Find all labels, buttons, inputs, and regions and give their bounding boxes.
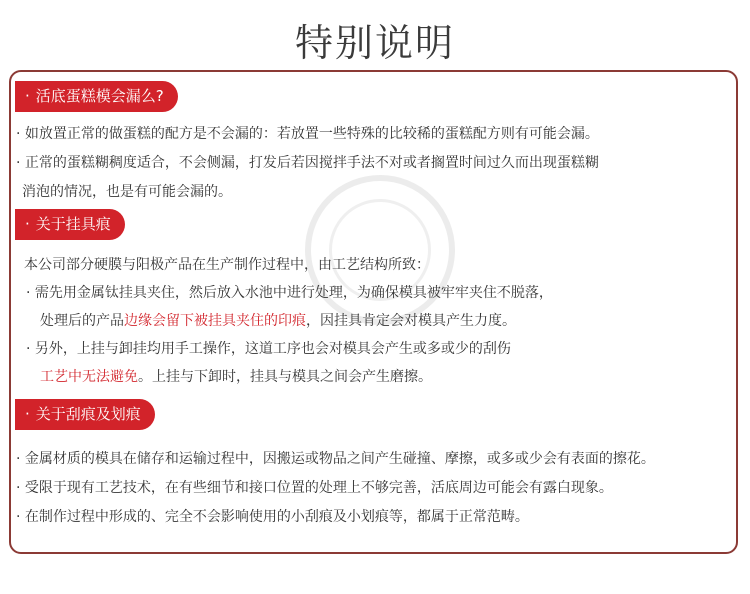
heading-text: 活底蛋糕模会漏么? xyxy=(35,87,164,105)
text-line: · 如放置正常的做蛋糕的配方是不会漏的：若放置一些特殊的比较稀的蛋糕配方则有可能会漏。 xyxy=(16,126,599,142)
bullet-dot-icon: · xyxy=(25,87,30,105)
section-heading-leak xyxy=(15,81,178,112)
text-line xyxy=(40,366,432,386)
page-title: 特别说明 xyxy=(294,21,455,65)
highlight-text: 工艺中无法避免 xyxy=(40,369,138,385)
text-line: · 另外，上挂与卸挂均用手工操作，这道工序也会对模具会产生或多或少的刮伤 xyxy=(26,341,511,357)
heading-text: 关于刮痕及划痕 xyxy=(35,405,141,423)
watermark-stamp xyxy=(305,175,455,325)
section-heading-scratches xyxy=(15,399,155,430)
text-segment: 处理后的产品 xyxy=(40,313,124,329)
text-line: · 在制作过程中形成的、完全不会影响使用的小刮痕及小划痕等，都属于正常范畴。 xyxy=(16,509,529,525)
text-line: · 金属材质的模具在储存和运输过程中，因搬运或物品之间产生碰撞、摩擦，或多或少会有表面的擦花。 xyxy=(16,451,655,467)
section-heading-hanger-marks xyxy=(15,209,125,240)
highlight-text: 边缘会留下被挂具夹住的印痕 xyxy=(124,313,306,329)
text-line xyxy=(40,310,516,330)
text-segment: ，因挂具肯定会对模具产生力度。 xyxy=(306,313,516,329)
text-line: · 受限于现有工艺技术，在有些细节和接口位置的处理上不够完善，活底周边可能会有露白现象。 xyxy=(16,480,613,496)
text-line: · 正常的蛋糕糊稠度适合，不会侧漏，打发后若因搅拌手法不对或者搁置时间过久而出现蛋糕糊 xyxy=(16,155,599,171)
text-line: · 需先用金属钛挂具夹住，然后放入水池中进行处理，为确保模具被牢牢夹住不脱落， xyxy=(26,285,553,301)
bullet-dot-icon: · xyxy=(25,405,30,423)
bullet-dot-icon: · xyxy=(25,215,30,233)
text-line: 消泡的情况，也是有可能会漏的。 xyxy=(22,184,232,200)
text-segment: 。上挂与下卸时，挂具与模具之间会产生磨擦。 xyxy=(138,369,432,385)
heading-text: 关于挂具痕 xyxy=(35,215,111,233)
text-line: 本公司部分硬膜与阳极产品在生产制作过程中，由工艺结构所致： xyxy=(24,257,430,273)
